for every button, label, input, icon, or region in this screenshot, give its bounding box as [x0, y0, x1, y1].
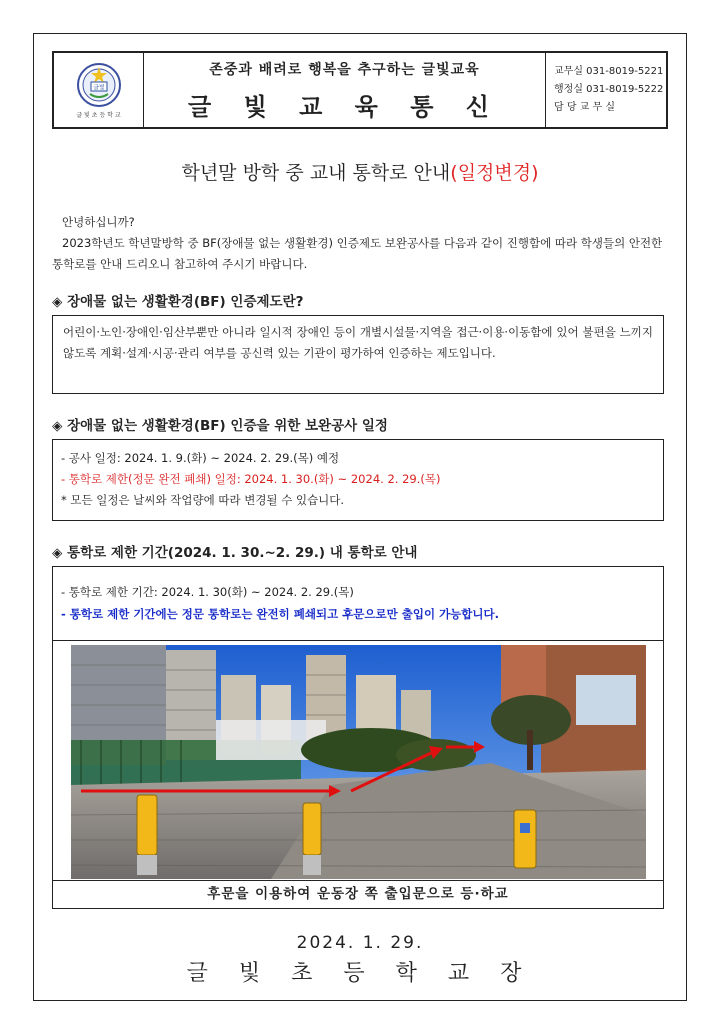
schedule-line-construction: - 공사 일정: 2024. 1. 9.(화) ~ 2024. 2. 29.(목) 예정: [61, 451, 340, 465]
contact-person-in-charge: 담 당 교 무 실: [554, 102, 616, 113]
section-1-heading: ◈ 장애물 없는 생활환경(BF) 인증제도란?: [52, 294, 304, 310]
greeting-line-2: 2023학년도 학년말방학 중 BF(장애물 없는 생활환경) 인증제도 보완공사를 다음과 같이 진행함에 따라 학생들의 안전한 통학로를 안내 드리오니 참고하여 주시기 바랍니다.: [52, 236, 663, 271]
greeting-line-1: 안녕하십니까?: [62, 215, 135, 229]
section-1-box: [52, 315, 664, 394]
schedule-line-restriction: - 통학로 제한(정문 완전 폐쇄) 일정: 2024. 1. 30.(화) ~ 2024. 2. 29.(목): [61, 472, 441, 486]
section-1-body: 어린이·노인·장애인·임산부뿐만 아니라 일시적 장애인 등이 개별시설물·지역을 접근·이용·이동함에 있어 불편을 느끼지 않도록 계획·설계·시공·관리 여부를 공신력 있는 기관이 평가하여 인증하는 제도입니다.: [63, 325, 653, 360]
title-cell: [144, 53, 546, 127]
contact-academic-office: 교무실 031-8019-5221: [554, 66, 664, 77]
school-motto: 존중과 배려로 행복을 추구하는 글빛교육: [209, 61, 480, 78]
school-emblem-icon: [76, 62, 122, 108]
logo-text: 글빛: [92, 84, 105, 91]
newsletter-header: [52, 51, 668, 129]
principal-signature: 글 빛 초 등 학 교 장: [186, 961, 534, 986]
restriction-notice: - 통학로 제한 기간에는 정문 통학로는 완전히 폐쇄되고 후문으로만 출입이 가능합니다.: [61, 607, 499, 621]
section-3-box: [52, 566, 664, 909]
section-3-info: [53, 567, 663, 641]
school-logo: [54, 53, 144, 127]
document-date: 2024. 1. 29.: [296, 933, 424, 953]
schedule-line-note: * 모든 일정은 날씨와 작업량에 따라 변경될 수 있습니다.: [61, 493, 345, 507]
route-photo: [71, 645, 646, 879]
contact-admin-office: 행정실 031-8019-5222: [554, 84, 664, 95]
newsletter-title: 글 빛 교 육 통 신: [188, 92, 501, 121]
photo-caption: 후문을 이용하여 운동장 쪽 출입문으로 등·하교: [53, 880, 663, 908]
title-highlight: (일정변경): [450, 162, 539, 184]
section-2-heading: ◈ 장애물 없는 생활환경(BF) 인증을 위한 보완공사 일정: [52, 418, 388, 434]
route-photo-image: [71, 645, 646, 879]
contact-cell: [546, 53, 666, 127]
document-title: [0, 158, 720, 185]
restriction-period: - 통학로 제한 기간: 2024. 1. 30(화) ~ 2024. 2. 29.(목): [61, 585, 354, 599]
section-3-heading: ◈ 통학로 제한 기간(2024. 1. 30.~2. 29.) 내 통학로 안내: [52, 545, 418, 561]
greeting-paragraph: [52, 212, 672, 275]
title-main: 학년말 방학 중 교내 통학로 안내: [181, 162, 451, 184]
section-2-box: [52, 439, 664, 521]
logo-caption: 글 빛 초 등 학 교: [76, 111, 121, 119]
